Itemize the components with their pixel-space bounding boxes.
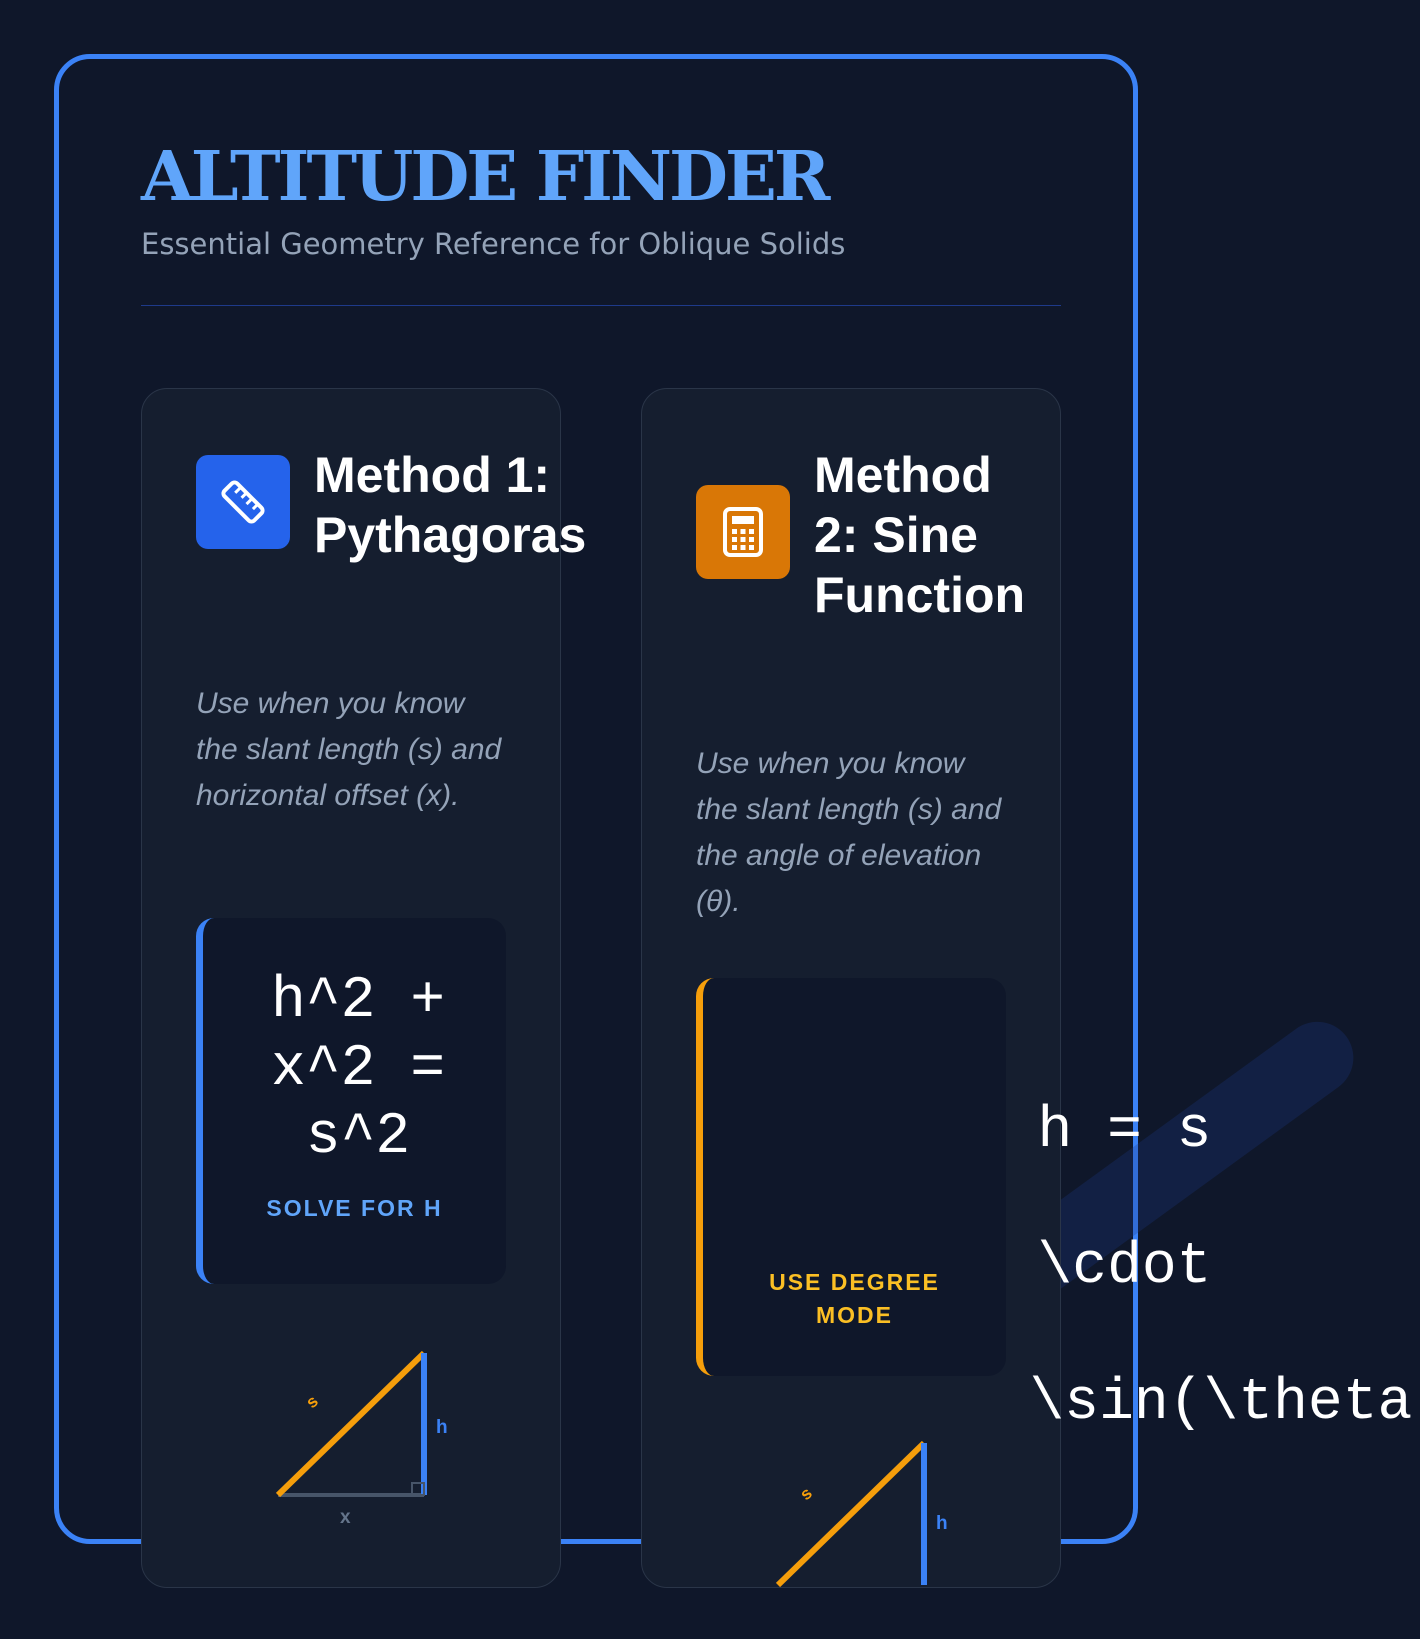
triangle-slant (278, 1353, 424, 1495)
slant-label: s (302, 1391, 322, 1413)
method-card-pythagoras (141, 388, 587, 1588)
method-2-description: Use when you know the slant length (s) and the angle of elevation (θ). (696, 747, 1002, 918)
method-1-description: Use when you know the slant length (s) and horizontal offset (x). (196, 687, 502, 812)
reference-card-frame (54, 54, 1413, 1544)
method-card-sine (641, 388, 1413, 1588)
formula-line-2: \cdot (1037, 1235, 1212, 1300)
method-1-triangle-diagram (242, 1349, 502, 1549)
method-1-title: Method 1: Pythagoras (314, 447, 587, 563)
method-2-triangle-diagram (742, 1439, 1042, 1639)
method-2-title: Method 2: Sine Function (814, 447, 1026, 623)
formula-line-3: \sin(\theta (1029, 1371, 1413, 1436)
header-divider (141, 305, 1061, 306)
triangle-slant (778, 1443, 924, 1585)
height-label: h (936, 1513, 948, 1534)
slant-label: s (796, 1483, 816, 1505)
ruler-icon-glyph (216, 475, 270, 529)
page-title: ALTITUDE FINDER (141, 137, 828, 217)
calculator-icon-glyph (721, 507, 765, 557)
page-subtitle: Essential Geometry Reference for Oblique Solids (141, 227, 846, 261)
height-label: h (436, 1417, 448, 1438)
calculator-icon (696, 485, 790, 579)
method-1-formula: h^2 + x^2 = s^2 (270, 969, 446, 1170)
ruler-icon (196, 455, 290, 549)
method-2-formula-box (696, 978, 1413, 1436)
method-2-note: USE DEGREE MODE (769, 1269, 940, 1328)
method-1-note: SOLVE FOR H (266, 1195, 443, 1221)
base-label: x (340, 1507, 351, 1528)
formula-line-1: h = s (1037, 1099, 1212, 1164)
method-1-formula-box (196, 918, 506, 1284)
